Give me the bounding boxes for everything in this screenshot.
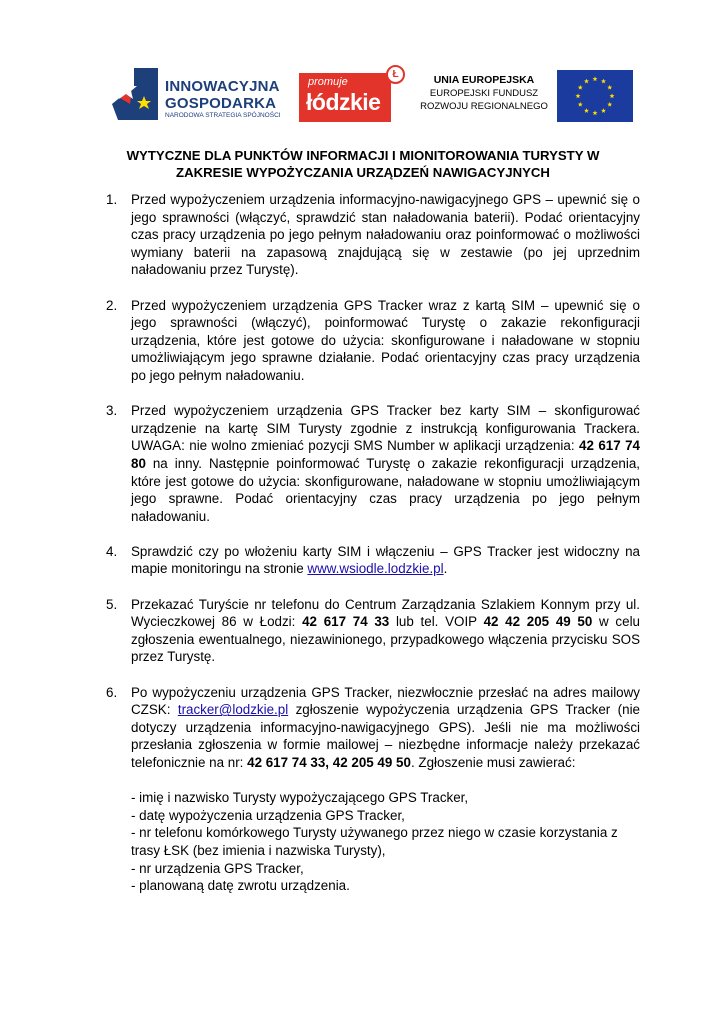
eu-line3: ROZWOJU REGIONALNEGO	[420, 101, 548, 112]
title-line1: WYTYCZNE DLA PUNKTÓW INFORMACJI I MIONITOROWANIA TURYSTY W	[126, 148, 600, 163]
eu-flag-icon	[557, 70, 633, 122]
list-item-text: lub tel. VOIP	[389, 614, 484, 630]
document-title	[108, 147, 618, 181]
list-item-text: Przed wypożyczeniem urządzenia GPS Tracker wraz z kartą SIM – upewnić się o jego sprawności (włączyć), poinformować Turystę o zakazie rekonfiguracji urządzenia, które jest gotowe do użycia: skonfigurowane i naładowane w stopniu umożliwiającym jego sprawne działanie. Podać orientacyjny czas pracy urządzenia po jego pełnym naładowaniu.	[131, 297, 640, 383]
list-item-text: Przekazać Turyście nr telefonu do Centrum Zarządzania Szlakiem Konnym przy ul. Wycieczkowej 86 w Łodzi:	[131, 596, 640, 630]
requirement-item: - datę wypożyczenia urządzenia GPS Tracker,	[131, 807, 405, 823]
logo-ig-line1: INNOWACYJNA	[165, 78, 280, 95]
requirement-item: - nr telefonu komórkowego Turysty używanego przez niego w czasie korzystania z trasy ŁSK (bez imienia i nazwiska Turysty),	[131, 825, 618, 858]
innowacyjna-gospodarka-logo	[112, 66, 281, 122]
list-item-number: 1.	[106, 192, 118, 207]
list-item-text: Sprawdzić czy po włożeniu karty SIM i włączeniu – GPS Tracker jest widoczny na mapie monitoringu na stronie	[131, 543, 640, 577]
promuje-lodzkie-logo	[299, 65, 403, 122]
phone-number-bold: 42 617 74 33	[302, 614, 390, 630]
list-item	[106, 191, 640, 279]
logo-ig-line2: GOSPODARKA	[165, 95, 277, 112]
sms-number-bold: 42 617 74 80	[131, 438, 641, 471]
list-item	[106, 402, 640, 525]
eu-line1: UNIA EUROPEJSKA	[433, 74, 535, 86]
list-item-text: na inny. Następnie poinformować Turystę o zakazie rekonfiguracji urządzenia, które jest gotowe do użycia: skonfigurowane, naładowane w stopniu umożliwiającym jego sprawne. Podać orientacyjny czas pracy urządzenia po jego pełnym naładowaniu.	[131, 455, 640, 524]
list-item	[106, 596, 640, 666]
requirement-item: - imię i nazwisko Turysty wypożyczającego GPS Tracker,	[131, 790, 469, 806]
logo-ig-line3: NARODOWA STRATEGIA SPÓJNOŚCI	[165, 112, 281, 119]
list-item-text: Przed wypożyczeniem urządzenia GPS Tracker bez karty SIM – skonfigurować urządzenie na kartę SIM Turysty zgodnie z instrukcją konfigurowania Trackera. UWAGA: nie wolno zmieniać pozycji SMS Number w aplikacji urządzenia:	[131, 403, 640, 454]
guideline-list	[106, 191, 640, 895]
monitoring-map-link[interactable]: www.wsiodle.lodzkie.pl	[307, 561, 444, 577]
lodzkie-logo-circle-icon: Ł	[386, 65, 405, 84]
list-item-text: Przed wypożyczeniem urządzenia informacyjno-nawigacyjnego GPS – upewnić się o jego sprawności (włączyć, sprawdzić stan naładowania baterii). Podać orientacyjny czas pracy urządzenia po jego pełnym naładowaniu oraz poinformować o możliwości wymiany baterii na zapasową znajdującą się w zestawie (po jej uprzednim naładowaniu przez Turystę).	[131, 192, 640, 278]
list-item-text: Po wypożyczeniu urządzenia GPS Tracker, niezwłocznie przesłać na adres mailowy CZSK:	[131, 684, 640, 718]
tracker-email-link[interactable]: tracker@lodzkie.pl	[177, 702, 289, 718]
voip-number-bold: 42 42 205 49 50	[483, 614, 593, 630]
requirement-item: - planowaną datę zwrotu urządzenia.	[131, 878, 350, 894]
eu-line2: EUROPEJSKI FUNDUSZ	[429, 88, 539, 99]
list-item-text: .	[443, 561, 448, 577]
list-item	[106, 297, 640, 385]
list-item-text: . Zgłoszenie musi zawierać:	[410, 755, 576, 770]
requirement-item: - nr urządzenia GPS Tracker,	[131, 860, 304, 876]
lodzkie-logo-small: promuje	[308, 76, 348, 88]
lodzkie-logo-big: łódzkie	[306, 89, 381, 115]
list-item	[106, 684, 640, 772]
list-item-text: zgłoszenie wypożyczenia urządzenia GPS Tracker (nie dotyczy urządzenia informacyjno-nawigacyjnego GPS). Jeśli nie ma możliwości przesłania zgłoszenia w formie mailowej – niezbędne informacje należy przekazać telefonicznie na nr:	[131, 702, 640, 770]
list-item-text: w celu zgłoszenia ewentualnego, niezawinionego, przypadkowego włączenia przycisku SOS przez Turystę.	[131, 614, 640, 665]
list-item-number: 4.	[106, 543, 118, 559]
list-item-number: 3.	[106, 403, 118, 419]
list-item	[106, 543, 640, 578]
list-item-number: 2.	[106, 297, 118, 313]
eu-text-block	[418, 74, 550, 113]
phone-numbers-bold: 42 617 74 33, 42 205 49 50	[247, 755, 411, 770]
list-item-number: 6.	[106, 684, 118, 700]
innowacyjna-gospodarka-mark-icon	[112, 68, 160, 120]
report-requirements-list	[106, 789, 640, 895]
title-line2: ZAKRESIE WYPOŻYCZANIA URZĄDZEŃ NAWIGACYJNYCH	[176, 165, 550, 180]
list-item-number: 5.	[106, 596, 118, 612]
